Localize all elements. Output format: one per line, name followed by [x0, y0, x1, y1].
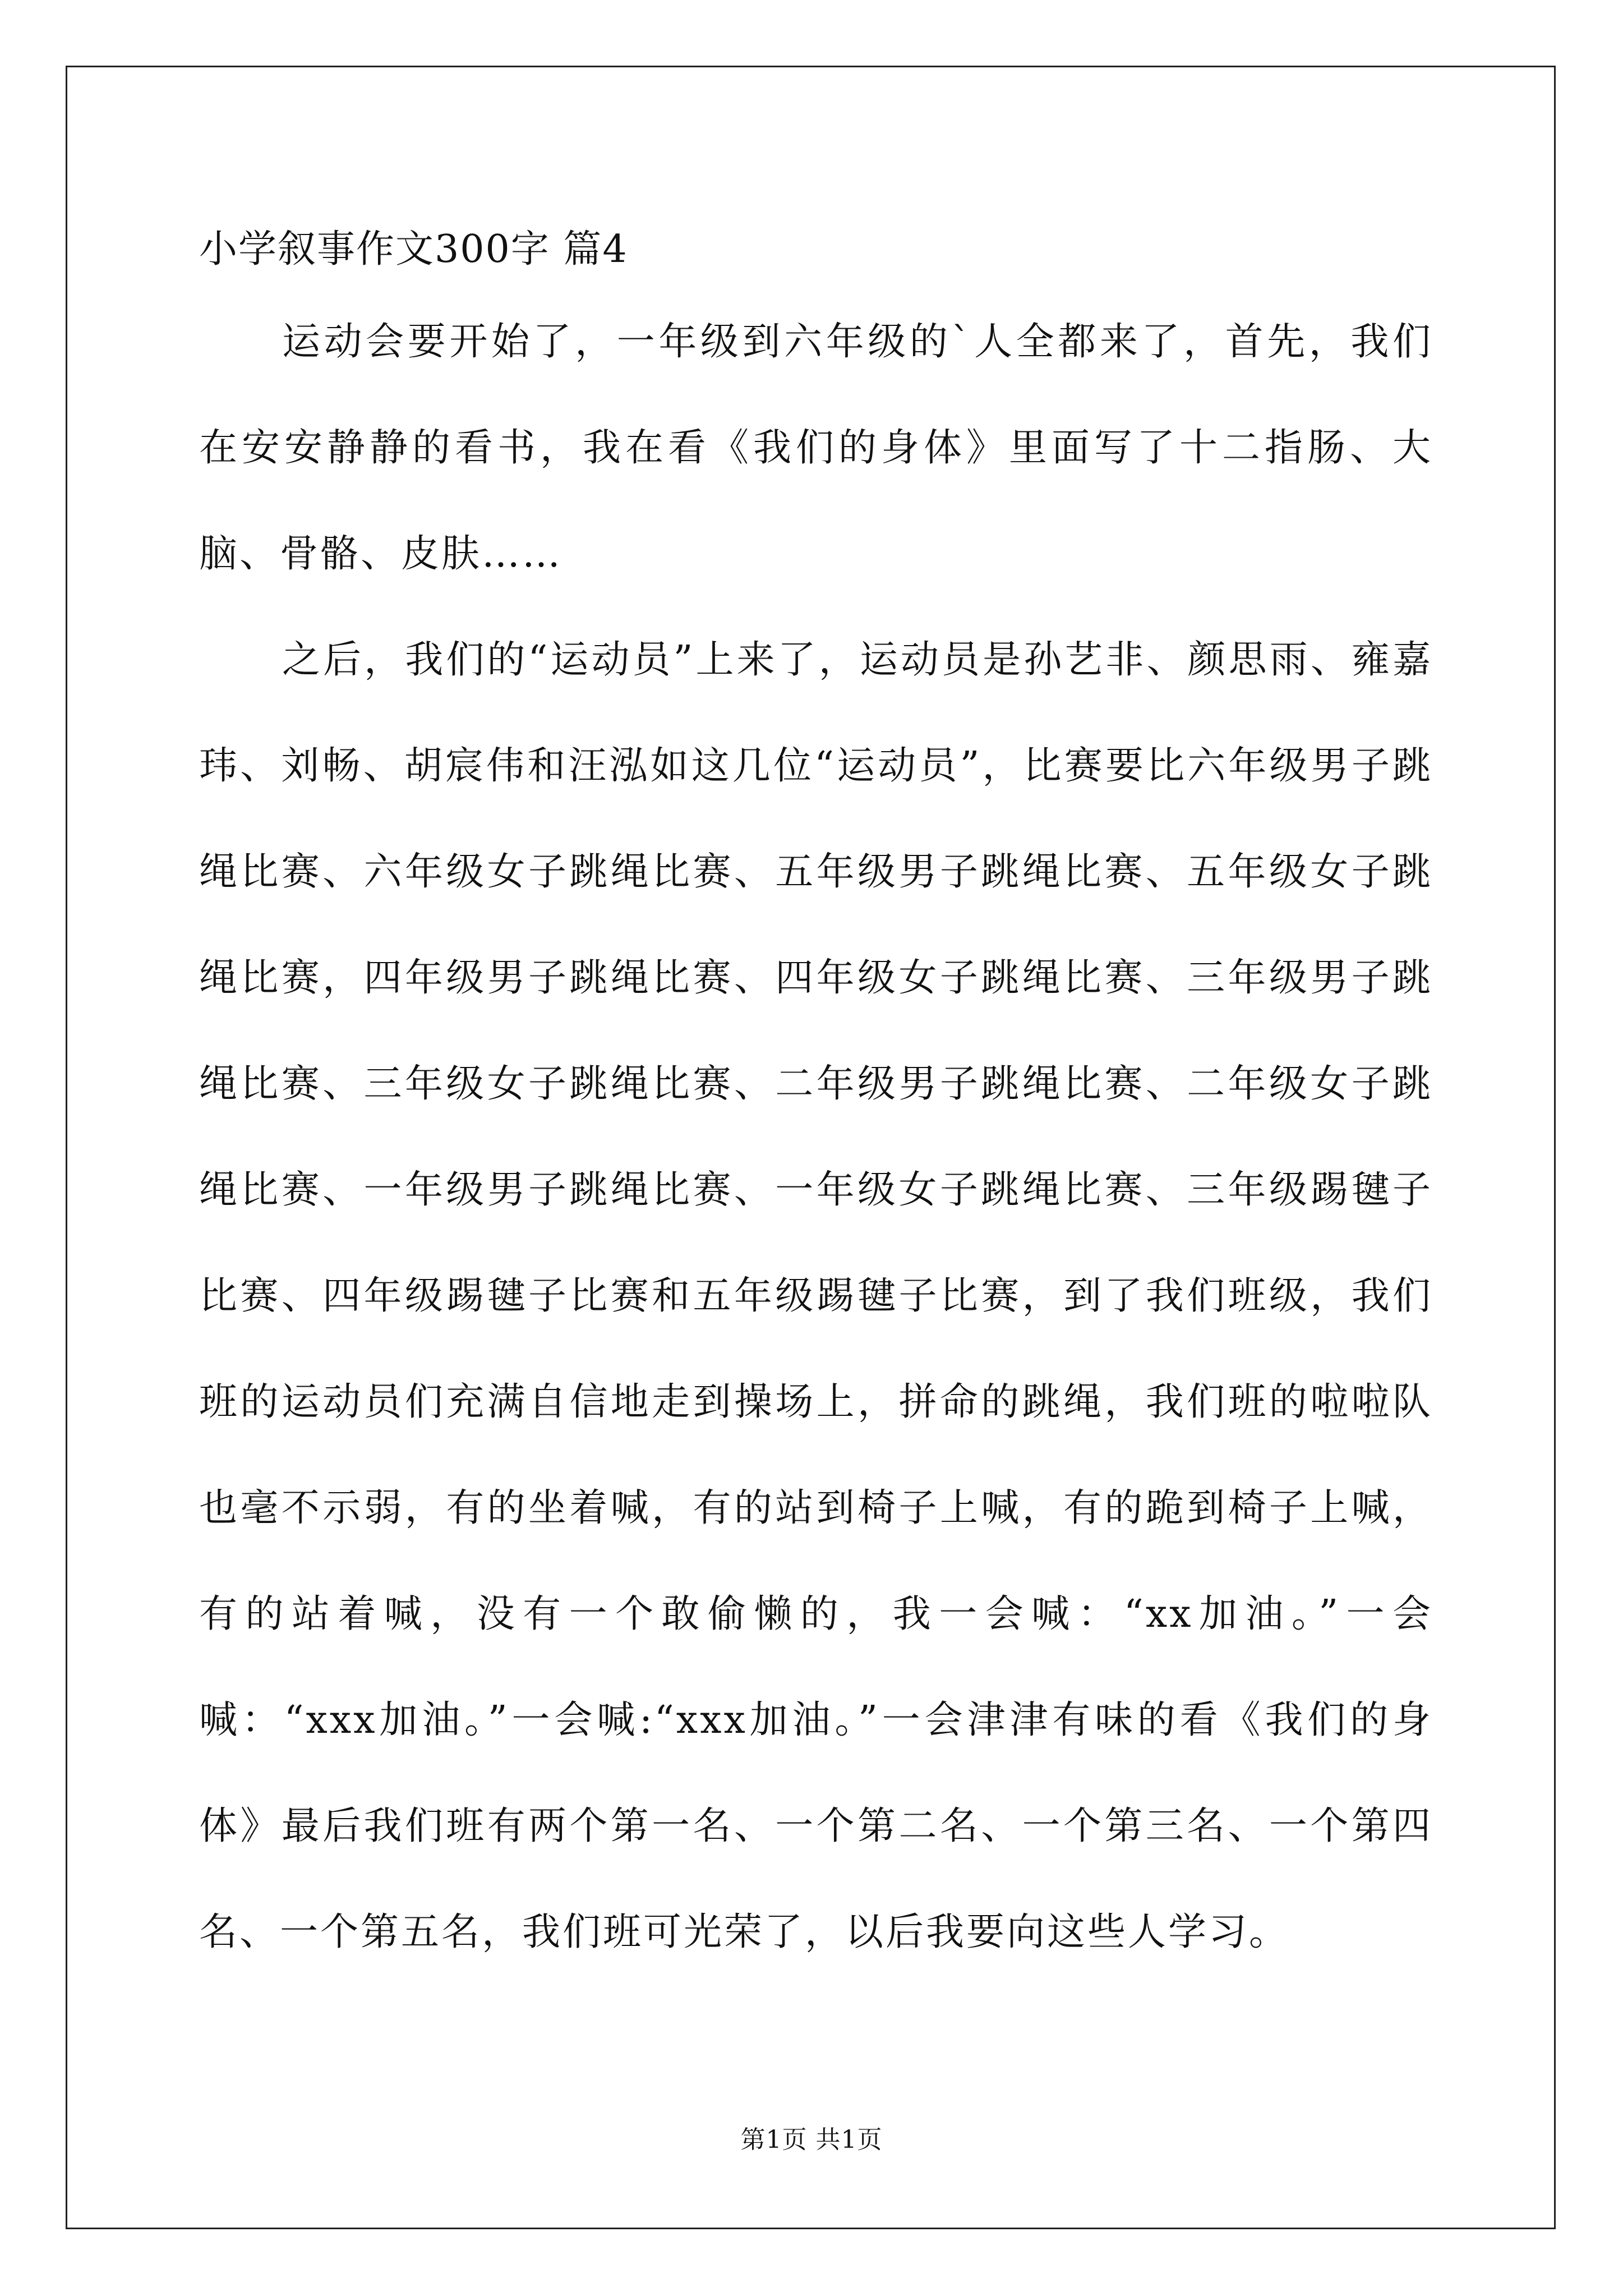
document-title: 小学叙事作文300字 篇4	[199, 227, 628, 272]
paragraph-1: 运动会要开始了，一年级到六年级的`人全都来了，首先，我们在安安静静的看书，我在看《我们的身体》里面写了十二指肠、大脑、骨骼、皮肤……	[199, 320, 1433, 576]
paragraph-2: 之后，我们的“运动员”上来了，运动员是孙艺非、颜思雨、雍嘉玮、刘畅、胡宸伟和汪泓如这几位“运动员”，比赛要比六年级男子跳绳比赛、六年级女子跳绳比赛、五年级男子跳绳比赛、五年级女子跳绳比赛，四年级男子跳绳比赛、四年级女子跳绳比赛、三年级男子跳绳比赛、三年级女子跳绳比赛、二年级男子跳绳比赛、二年级女子跳绳比赛、一年级男子跳绳比赛、一年级女子跳绳比赛、三年级踢毽子比赛、四年级踢毽子比赛和五年级踢毽子比赛，到了我们班级，我们班的运动员们充满自信地走到操场上，拼命的跳绳，我们班的啦啦队也毫不示弱，有的坐着喊，有的站到椅子上喊，有的跪到椅子上喊，有的站着喊，没有一个敢偷懒的，我一会喊：“xx加油。”一会喊：“xxx加油。”一会喊:“xxx加油。”一会津津有味的看《我们的身体》最后我们班有两个第一名、一个第二名、一个第三名、一个第四名、一个第五名，我们班可光荣了，以后我要向这些人学习。	[199, 638, 1433, 1954]
page-footer: 第1页 共1页	[740, 2125, 883, 2154]
document-body	[199, 222, 1433, 1985]
